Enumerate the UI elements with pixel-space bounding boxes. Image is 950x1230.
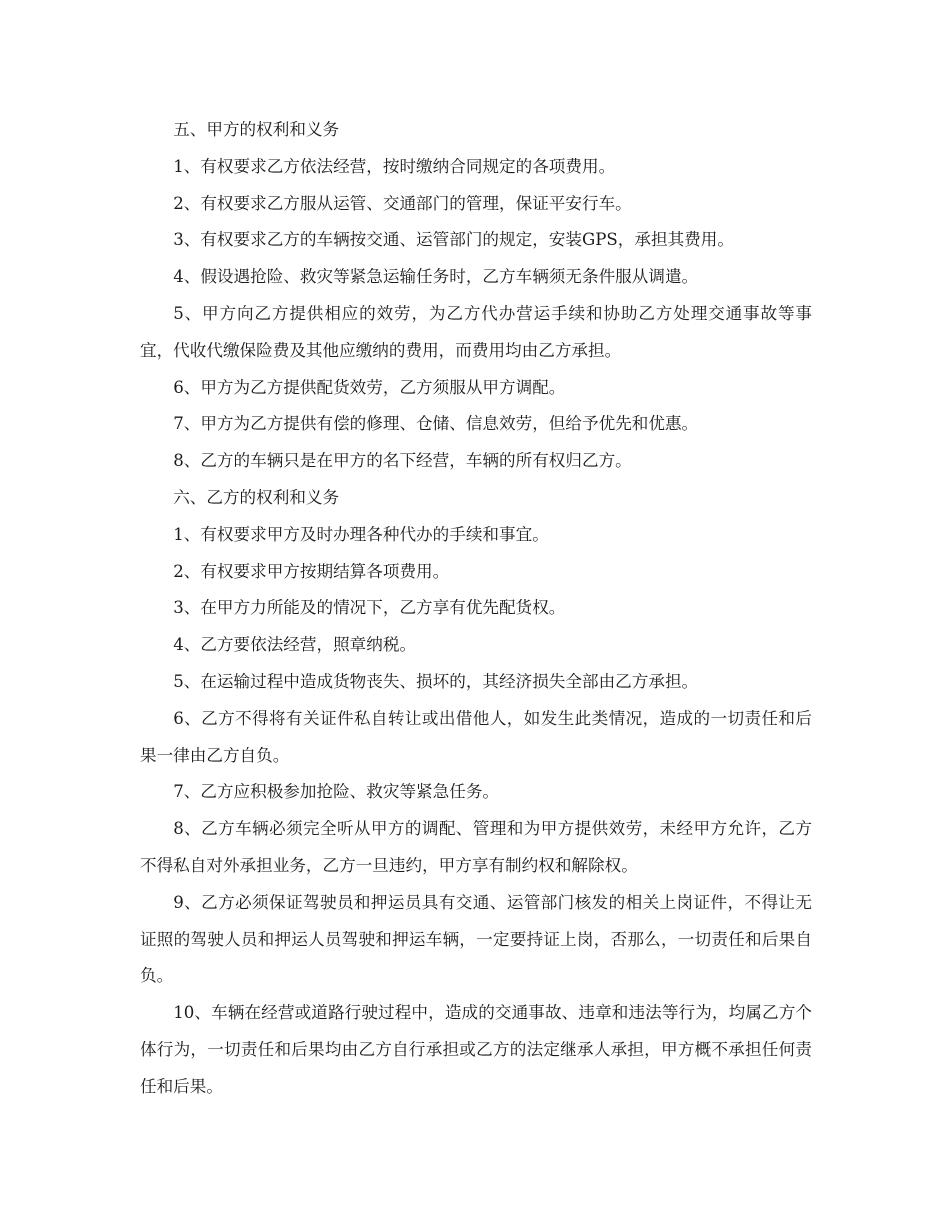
- clause-b-9: 9、乙方必须保证驾驶员和押运员具有交通、运管部门核发的相关上岗证件，不得让无证照的驾驶人员和押运人员驾驶和押运车辆，一定要持证上岗，否那么，一切责任和后果自负。: [140, 892, 812, 986]
- section-heading-party-b: 六、乙方的权利和义务: [173, 487, 340, 507]
- clause-b-7: 7、乙方应积极参加抢险、救灾等紧急任务。: [173, 782, 500, 802]
- clause-b-8: 8、乙方车辆必须完全听从甲方的调配、管理和为甲方提供效劳，未经甲方允许，乙方不得私自对外承担业务，乙方一旦违约，甲方享有制约权和解除权。: [140, 819, 812, 875]
- clause-a-6: 6、甲方为乙方提供配货效劳，乙方须服从甲方调配。: [173, 377, 566, 397]
- section-heading-party-a: 五、甲方的权利和义务: [173, 120, 340, 139]
- clause-a-2: 2、有权要求乙方服从运管、交通部门的管理，保证平安行车。: [173, 193, 632, 213]
- clause-a-7: 7、甲方为乙方提供有偿的修理、仓储、信息效劳，但给予优先和优惠。: [173, 414, 699, 434]
- clause-b-3: 3、在甲方力所能及的情况下，乙方享有优先配货权。: [173, 598, 566, 618]
- clause-b-5: 5、在运输过程中造成货物丧失、损坏的，其经济损失全部由乙方承担。: [173, 671, 699, 691]
- clause-a-3: 3、有权要求乙方的车辆按交通、运管部门的规定，安装GPS，承担其费用。: [173, 230, 734, 250]
- document-page: [140, 112, 812, 1106]
- clause-b-1: 1、有权要求甲方及时办理各种代办的手续和事宜。: [173, 524, 549, 544]
- clause-a-5: 5、甲方向乙方提供相应的效劳，为乙方代办营运手续和协助乙方处理交通事故等事宜，代收代缴保险费及其他应缴纳的费用，而费用均由乙方承担。: [140, 303, 812, 360]
- clause-b-10: 10、车辆在经营或道路行驶过程中，造成的交通事故、违章和违法等行为，均属乙方个体行为，一切责任和后果均由乙方自行承担或乙方的法定继承人承担，甲方概不承担任何责任和后果。: [140, 1003, 812, 1096]
- clause-b-6: 6、乙方不得将有关证件私自转让或出借他人，如发生此类情况，造成的一切责任和后果一律由乙方自负。: [140, 708, 812, 765]
- clause-a-4: 4、假设遇抢险、救灾等紧急运输任务时，乙方车辆须无条件服从调遣。: [173, 267, 699, 287]
- clause-a-1: 1、有权要求乙方依法经营，按时缴纳合同规定的各项费用。: [173, 156, 616, 176]
- clause-a-8: 8、乙方的车辆只是在甲方的名下经营，车辆的所有权归乙方。: [173, 451, 632, 471]
- clause-b-4: 4、乙方要依法经营，照章纳税。: [173, 635, 417, 655]
- clause-b-2: 2、有权要求甲方按期结算各项费用。: [173, 561, 450, 581]
